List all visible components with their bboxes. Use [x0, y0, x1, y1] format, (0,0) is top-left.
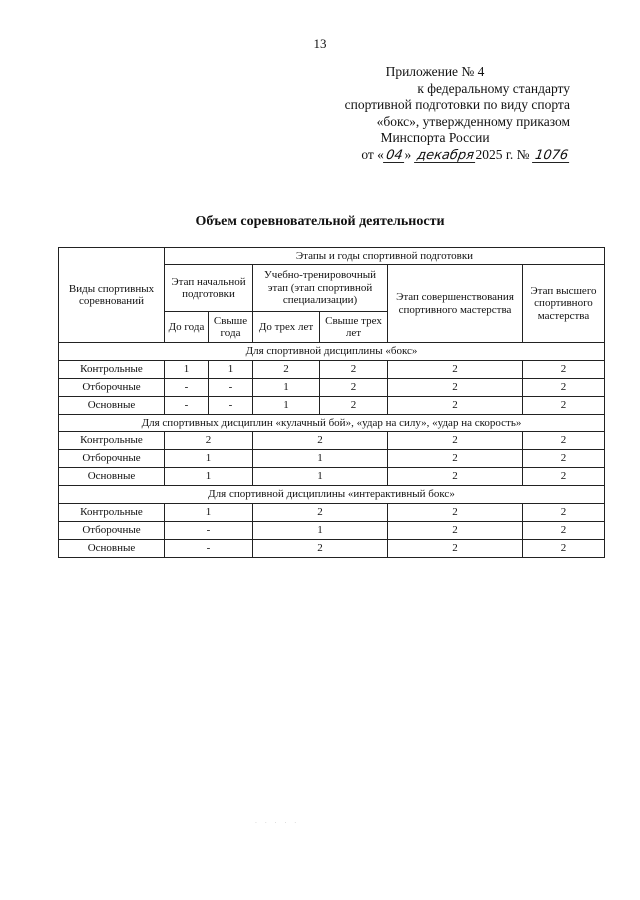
cell: 2: [388, 450, 523, 468]
date-month-handwritten: декабря: [415, 147, 475, 163]
table-row: [59, 450, 605, 468]
order-number-handwritten: 1076: [533, 147, 570, 163]
appendix-block: [270, 64, 570, 163]
cell: 1: [253, 450, 388, 468]
cell: 2: [320, 360, 388, 378]
header-over-three: Свыше трех лет: [320, 312, 388, 343]
appendix-line-3: спортивной подготовки по виду спорта: [344, 97, 570, 112]
date-prefix: от «: [361, 146, 384, 162]
cell: 2: [523, 521, 605, 539]
section-title: Для спортивной дисциплины «бокс»: [59, 343, 605, 361]
row-kind: Отборочные: [59, 378, 165, 396]
cell: 2: [320, 396, 388, 414]
cell: 2: [388, 539, 523, 557]
appendix-date-line: [270, 147, 570, 164]
section-title: Для спортивной дисциплины «интерактивный бокс»: [59, 486, 605, 504]
cell: -: [165, 378, 209, 396]
table-row: [59, 503, 605, 521]
table-row: [59, 539, 605, 557]
cell: 2: [523, 378, 605, 396]
cell: -: [165, 539, 253, 557]
date-year: 2025 г. №: [475, 146, 530, 162]
header-up-to-three: До трех лет: [253, 312, 320, 343]
cell: -: [165, 396, 209, 414]
cell: 2: [165, 432, 253, 450]
section-title-row: [59, 414, 605, 432]
row-kind: Основные: [59, 468, 165, 486]
section-title: Для спортивных дисциплин «кулачный бой», «удар на силу», «удар на скорость»: [59, 414, 605, 432]
cell: 2: [388, 521, 523, 539]
section-title-row: [59, 486, 605, 504]
page-number: 13: [313, 36, 327, 51]
cell: 1: [165, 503, 253, 521]
scan-artifact: · · · · ·: [255, 820, 300, 827]
appendix-line-2: к федеральному стандарту: [417, 80, 570, 96]
appendix-line-1: Приложение № 4: [385, 64, 485, 79]
header-stage-higher: Этап высшего спортивного мастерства: [523, 265, 605, 343]
header-stage-improvement: Этап совершенствования спортивного мастерства: [388, 265, 523, 343]
cell: 2: [388, 432, 523, 450]
cell: 1: [165, 360, 209, 378]
table-row: [59, 396, 605, 414]
section-title-row: [59, 343, 605, 361]
cell: 2: [253, 360, 320, 378]
document-title: Объем соревновательной деятельности: [195, 214, 445, 229]
row-kind: Контрольные: [59, 432, 165, 450]
row-kind: Отборочные: [59, 521, 165, 539]
cell: 2: [253, 503, 388, 521]
cell: -: [209, 378, 253, 396]
appendix-line-4: «бокс», утвержденному приказом: [376, 113, 570, 129]
header-stage-training: Учебно-тренировочный этап (этап спортивной специализации): [253, 265, 388, 312]
header-kinds: Виды спортивных соревнований: [59, 248, 165, 343]
cell: 2: [320, 378, 388, 396]
cell: 2: [253, 432, 388, 450]
cell: 2: [523, 450, 605, 468]
table-header-row-1: [59, 248, 605, 265]
cell: 2: [388, 503, 523, 521]
cell: 1: [165, 450, 253, 468]
table-row: [59, 378, 605, 396]
table-row: [59, 360, 605, 378]
cell: 2: [523, 432, 605, 450]
date-day-handwritten: 04: [384, 147, 404, 163]
cell: 1: [253, 468, 388, 486]
cell: 2: [523, 468, 605, 486]
cell: 2: [523, 360, 605, 378]
cell: 1: [209, 360, 253, 378]
cell: 1: [253, 521, 388, 539]
cell: 1: [165, 468, 253, 486]
row-kind: Отборочные: [59, 450, 165, 468]
table-row: [59, 432, 605, 450]
cell: 1: [253, 378, 320, 396]
row-kind: Контрольные: [59, 360, 165, 378]
table-row: [59, 468, 605, 486]
row-kind: Контрольные: [59, 503, 165, 521]
cell: 2: [388, 468, 523, 486]
table-row: [59, 521, 605, 539]
cell: -: [209, 396, 253, 414]
cell: 1: [253, 396, 320, 414]
row-kind: Основные: [59, 539, 165, 557]
cell: 2: [523, 539, 605, 557]
header-stages: Этапы и годы спортивной подготовки: [165, 248, 605, 265]
date-mid: »: [404, 146, 412, 162]
cell: 2: [388, 360, 523, 378]
cell: 2: [523, 503, 605, 521]
cell: 2: [388, 378, 523, 396]
cell: -: [165, 521, 253, 539]
appendix-line-5: Минспорта России: [380, 130, 490, 145]
header-stage-initial: Этап начальной подготовки: [165, 265, 253, 312]
cell: 2: [253, 539, 388, 557]
competition-volume-table: [58, 247, 605, 558]
cell: 2: [388, 396, 523, 414]
cell: 2: [523, 396, 605, 414]
header-over-year: Свыше года: [209, 312, 253, 343]
header-up-to-year: До года: [165, 312, 209, 343]
row-kind: Основные: [59, 396, 165, 414]
